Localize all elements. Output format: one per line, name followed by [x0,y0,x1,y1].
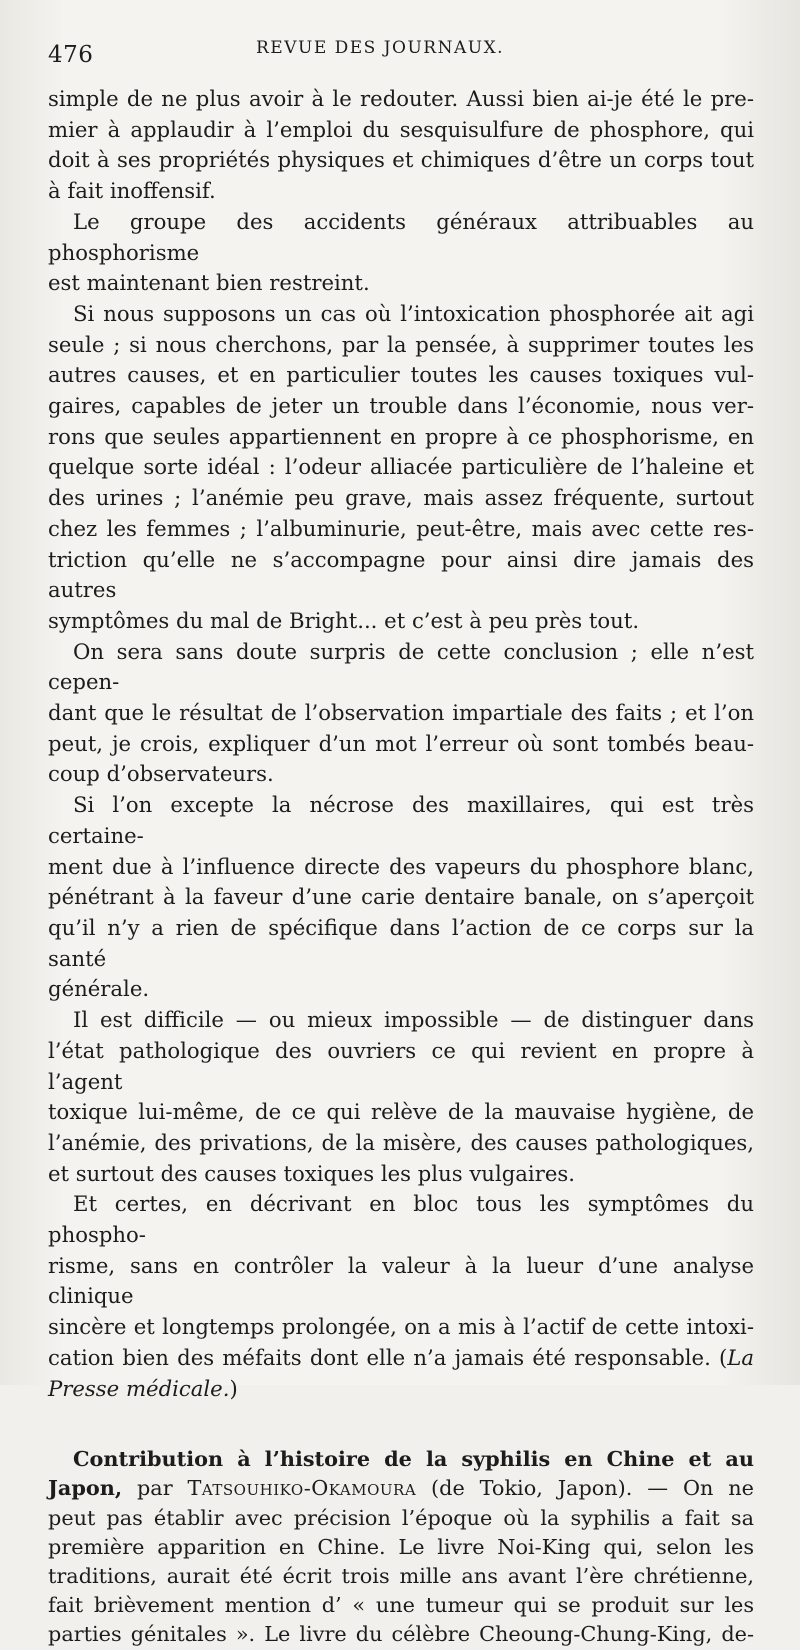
text-line: autres causes, et en particulier toutes les causes toxiques vul- [48,362,754,388]
text-line: triction qu’elle ne s’accompagne pour ainsi dire jamais des autres [48,546,754,603]
text-line [48,1374,754,1405]
text-line: simple de ne plus avoir à le redouter. Aussi bien ai-je été le pre- [48,86,754,111]
text-line: sincère et longtemps prolongée, on a mis à l’actif de cette intoxi- [48,1314,754,1340]
page-number: 476 [48,42,94,68]
text-line: qu’il n’y a rien de spécifique dans l’action de ce corps sur la santé [48,914,754,971]
text-line: ment due à l’influence directe des vapeurs du phosphore blanc, [48,853,754,879]
text-line: parties génitales ». Le livre du célèbre Cheoung-Chung-King, de- [48,1622,754,1647]
paragraph [48,790,754,1005]
paragraph [48,1005,754,1189]
page-header [48,38,754,84]
text-line: l’anémie, des privations, de la misère, des causes pathologiques, [48,1129,754,1155]
text-line: On sera sans doute surpris de cette conclusion ; elle n’est cepen- [48,638,754,695]
text-line: et surtout des causes toxiques les plus vulgaires. [48,1160,575,1186]
text-line: fait brièvement mention d’ « une tumeur qui se produit sur les [48,1593,754,1618]
text-line: chez les femmes ; l’albuminurie, peut-être, mais avec cette res- [48,515,754,541]
text-line: pénétrant à la faveur d’une carie dentaire banale, on s’aperçoit [48,884,754,910]
paragraph [48,84,754,207]
text-line: Si l’on excepte la nécrose des maxillaires, qui est très certaine- [48,792,754,848]
text-line: toxique lui-même, de ce qui relève de la mauvaise hygiène, de [48,1099,754,1125]
source-citation-part2: Presse médicale. [48,1375,230,1401]
text-line: première apparition en Chine. Le livre Noi-King qui, selon les [48,1534,754,1559]
text-line: seule ; si nous cherchons, par la pensée, à supprimer toutes les [48,331,754,357]
paragraph [48,207,754,299]
paragraph [48,1189,754,1404]
text-line: rons que seules appartiennent en propre à ce phosphorisme, en [48,423,754,449]
text-line: générale. [48,976,150,1002]
text-run: (de Tokio, Japon). — On ne [416,1476,754,1501]
text-line: mier à applaudir à l’emploi du sesquisulfure de phosphore, qui [48,116,754,142]
author-name: Tatsouhiko-Okamoura [187,1476,417,1501]
text-line: l’état pathologique des ouvriers ce qui revient en propre à l’agent [48,1037,754,1094]
paragraph [48,637,754,791]
text-run: par [122,1476,188,1501]
text-line: Et certes, en décrivant en bloc tous les symptômes du phospho- [48,1191,754,1248]
text-line: peut, je crois, expliquer d’un mot l’erreur où sont tombés beau- [48,730,754,756]
article-phosphorisme [48,84,754,1404]
closing-paren: ) [229,1375,238,1401]
article-title-cont: Japon, [48,1475,123,1501]
text-line: est maintenant bien restreint. [48,270,370,296]
text-line: Le groupe des accidents généraux attribuables au phosphorisme [48,208,754,265]
text-line: gaires, capables de jeter un trouble dans l’économie, nous ver- [48,393,754,419]
paragraph [48,299,754,637]
paragraph [48,1444,754,1649]
text-run: cation bien des méfaits dont elle n’a jamais été responsable. ( [48,1344,728,1370]
text-line [48,1473,754,1503]
text-line: des urines ; l’anémie peu grave, mais assez fréquente, surtout [48,485,754,511]
text-line [48,1343,754,1374]
text-line: dant que le résultat de l’observation impartiale des faits ; et l’on [48,700,754,726]
source-citation-part1: La [727,1344,754,1370]
text-line: doit à ses propriétés physiques et chimiques d’être un corps tout [48,147,754,173]
running-head: REVUE DES JOURNAUX. [256,38,505,58]
text-line: risme, sans en contrôler la valeur à la lueur d’une analyse clinique [48,1252,754,1309]
text-line: coup d’observateurs. [48,761,274,787]
text-line: Il est difficile — ou mieux impossible — de distinguer dans [73,1007,754,1033]
article-syphilis [48,1444,754,1649]
text-line: symptômes du mal de Bright... et c’est à peu près tout. [48,607,640,633]
article-title: Contribution à l’histoire de la syphilis en Chine et au [73,1446,754,1472]
text-line: à fait inoffensif. [48,178,216,204]
text-line: peut pas établir avec précision l’époque où la syphilis a fait sa [48,1505,754,1530]
text-line: traditions, aurait été écrit trois mille ans avant l’ère chrétienne, [48,1564,754,1589]
text-line: Si nous supposons un cas où l’intoxication phosphorée ait agi [73,300,754,326]
text-line: quelque sorte idéal : l’odeur alliacée particulière de l’haleine et [48,454,754,480]
